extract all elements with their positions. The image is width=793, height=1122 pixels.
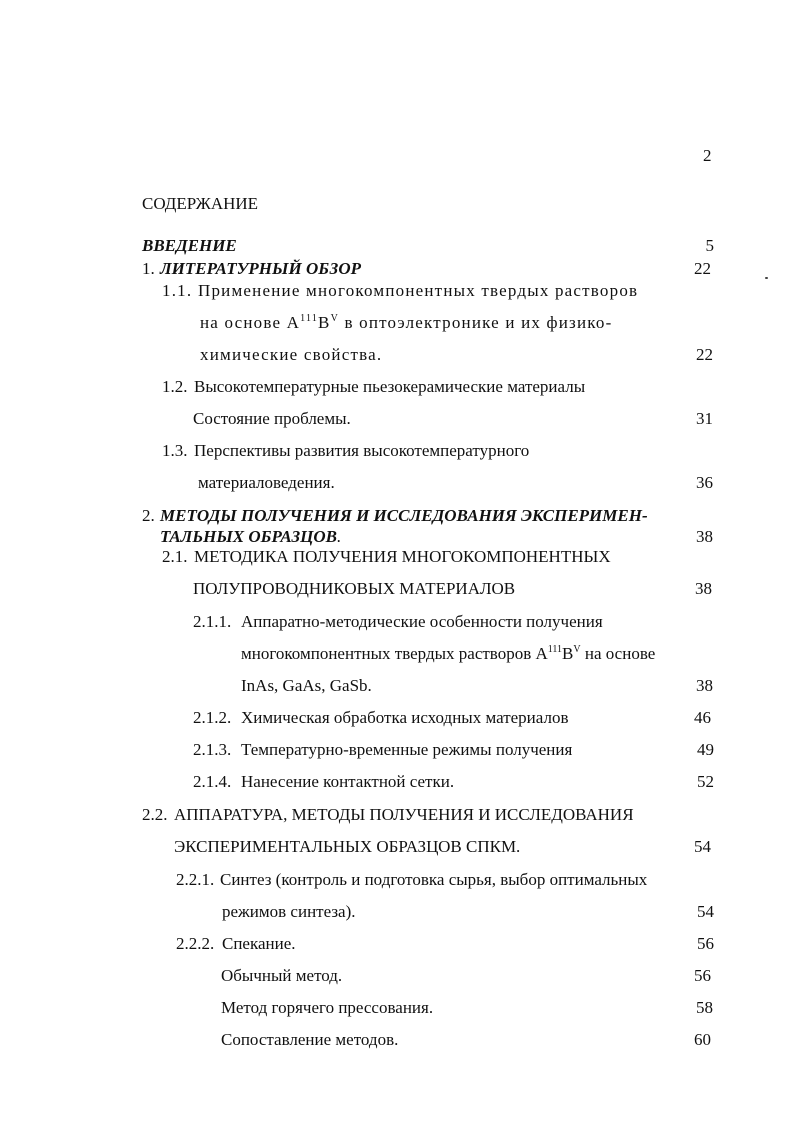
- toc-entry-s2-2-page: 54: [694, 837, 711, 856]
- scan-speck: [765, 277, 768, 279]
- toc-entry-ch2-line2: ТАЛЬНЫХ ОБРАЗЦОВ.: [160, 527, 342, 546]
- toc-entry-ch2-page: 38: [696, 527, 713, 546]
- toc-entry-s1-1-number: 1.1.: [162, 281, 193, 300]
- toc-entry-ch2-number: 2.: [142, 506, 155, 525]
- toc-entry-s2-1-1-line2: многокомпонентных твердых растворов $A^{111}B^V$ на основе: [241, 644, 656, 663]
- toc-entry-s2-1-3-number: 2.1.3.: [193, 740, 232, 759]
- toc-entry-s2-1-1-number: 2.1.1.: [193, 612, 232, 631]
- toc-entry-s2-1-1-line3: InAs, GaAs, GaSb.: [241, 676, 372, 695]
- toc-entry-intro-title: ВВЕДЕНИЕ: [142, 236, 237, 255]
- toc-entry-s1-1-line1: Применение многокомпонентных твердых растворов: [198, 281, 639, 300]
- toc-entry-intro-page: 5: [705, 236, 714, 255]
- toc-entry-s2-2-2-number: 2.2.2.: [176, 934, 215, 953]
- toc-entry-s2-2-2-title: Спекание.: [222, 934, 296, 953]
- toc-entry-s1-1-line2: на основе $A^{111}B^V$ в оптоэлектронике и их физико-: [200, 313, 613, 332]
- toc-entry-s2-1-line1: МЕТОДИКА ПОЛУЧЕНИЯ МНОГОКОМПОНЕНТНЫХ: [194, 547, 611, 566]
- toc-entry-s2-1-3-page: 49: [697, 740, 714, 759]
- toc-entry-s2-1-2-number: 2.1.2.: [193, 708, 232, 727]
- toc-entry-s2-2-1-number: 2.2.1.: [176, 870, 215, 889]
- toc-heading: СОДЕРЖАНИЕ: [142, 194, 259, 213]
- toc-entry-s2-1-1-line1: Аппаратно-методические особенности получения: [241, 612, 603, 631]
- toc-entry-s2-1-page: 38: [695, 579, 712, 598]
- toc-entry-s1-3-line1: Перспективы развития высокотемпературного: [194, 441, 530, 460]
- toc-entry-s2-1-line2: ПОЛУПРОВОДНИКОВЫХ МАТЕРИАЛОВ: [193, 579, 516, 598]
- toc-entry-s1-1-line3: химические свойства.: [200, 345, 383, 364]
- toc-entry-s1-2-line2: Состояние проблемы.: [193, 409, 351, 428]
- toc-entry-s2-1-1-page: 38: [696, 676, 713, 695]
- toc-entry-s2-2-1-line2: режимов синтеза).: [222, 902, 356, 921]
- toc-entry-sub-b-title: Метод горячего прессования.: [221, 998, 434, 1017]
- toc-entry-s1-2-page: 31: [696, 409, 713, 428]
- toc-entry-s1-2-number: 1.2.: [162, 377, 188, 396]
- toc-entry-ch1-number: 1.: [142, 259, 155, 278]
- toc-entry-s1-2-line1: Высокотемпературные пьезокерамические материалы: [194, 377, 586, 396]
- toc-entry-s2-2-number: 2.2.: [142, 805, 168, 824]
- toc-entry-sub-b-page: 58: [696, 998, 713, 1017]
- toc-entry-ch1-title: ЛИТЕРАТУРНЫЙ ОБЗОР: [160, 259, 361, 278]
- toc-entry-s2-2-1-page: 54: [697, 902, 714, 921]
- toc-entry-s2-1-2-title: Химическая обработка исходных материалов: [241, 708, 569, 727]
- toc-entry-s2-2-line1: АППАРАТУРА, МЕТОДЫ ПОЛУЧЕНИЯ И ИССЛЕДОВАНИЯ: [174, 805, 634, 824]
- toc-entry-s2-1-3-title: Температурно-временные режимы получения: [241, 740, 573, 759]
- toc-entry-ch2-line1: МЕТОДЫ ПОЛУЧЕНИЯ И ИССЛЕДОВАНИЯ ЭКСПЕРИМЕН-: [160, 506, 648, 525]
- toc-entry-s2-2-2-page: 56: [697, 934, 714, 953]
- toc-entry-s1-1-page: 22: [696, 345, 713, 364]
- toc-entry-sub-a-title: Обычный метод.: [221, 966, 343, 985]
- toc-entry-s2-1-4-number: 2.1.4.: [193, 772, 232, 791]
- toc-entry-s2-1-number: 2.1.: [162, 547, 188, 566]
- toc-entry-sub-a-page: 56: [694, 966, 711, 985]
- toc-entry-s1-3-page: 36: [696, 473, 713, 492]
- toc-entry-s1-3-number: 1.3.: [162, 441, 188, 460]
- page-number: 2: [703, 146, 712, 165]
- toc-entry-ch1-page: 22: [694, 259, 711, 278]
- toc-entry-s1-3-line2: материаловедения.: [198, 473, 335, 492]
- toc-entry-sub-c-title: Сопоставление методов.: [221, 1030, 399, 1049]
- toc-entry-s2-1-2-page: 46: [694, 708, 711, 727]
- toc-entry-s2-1-4-page: 52: [697, 772, 714, 791]
- toc-entry-s2-1-4-title: Нанесение контактной сетки.: [241, 772, 455, 791]
- toc-entry-sub-c-page: 60: [694, 1030, 711, 1049]
- toc-entry-s2-2-line2: ЭКСПЕРИМЕНТАЛЬНЫХ ОБРАЗЦОВ СПКМ.: [174, 837, 521, 856]
- toc-entry-s2-2-1-line1: Синтез (контроль и подготовка сырья, выбор оптимальных: [220, 870, 648, 889]
